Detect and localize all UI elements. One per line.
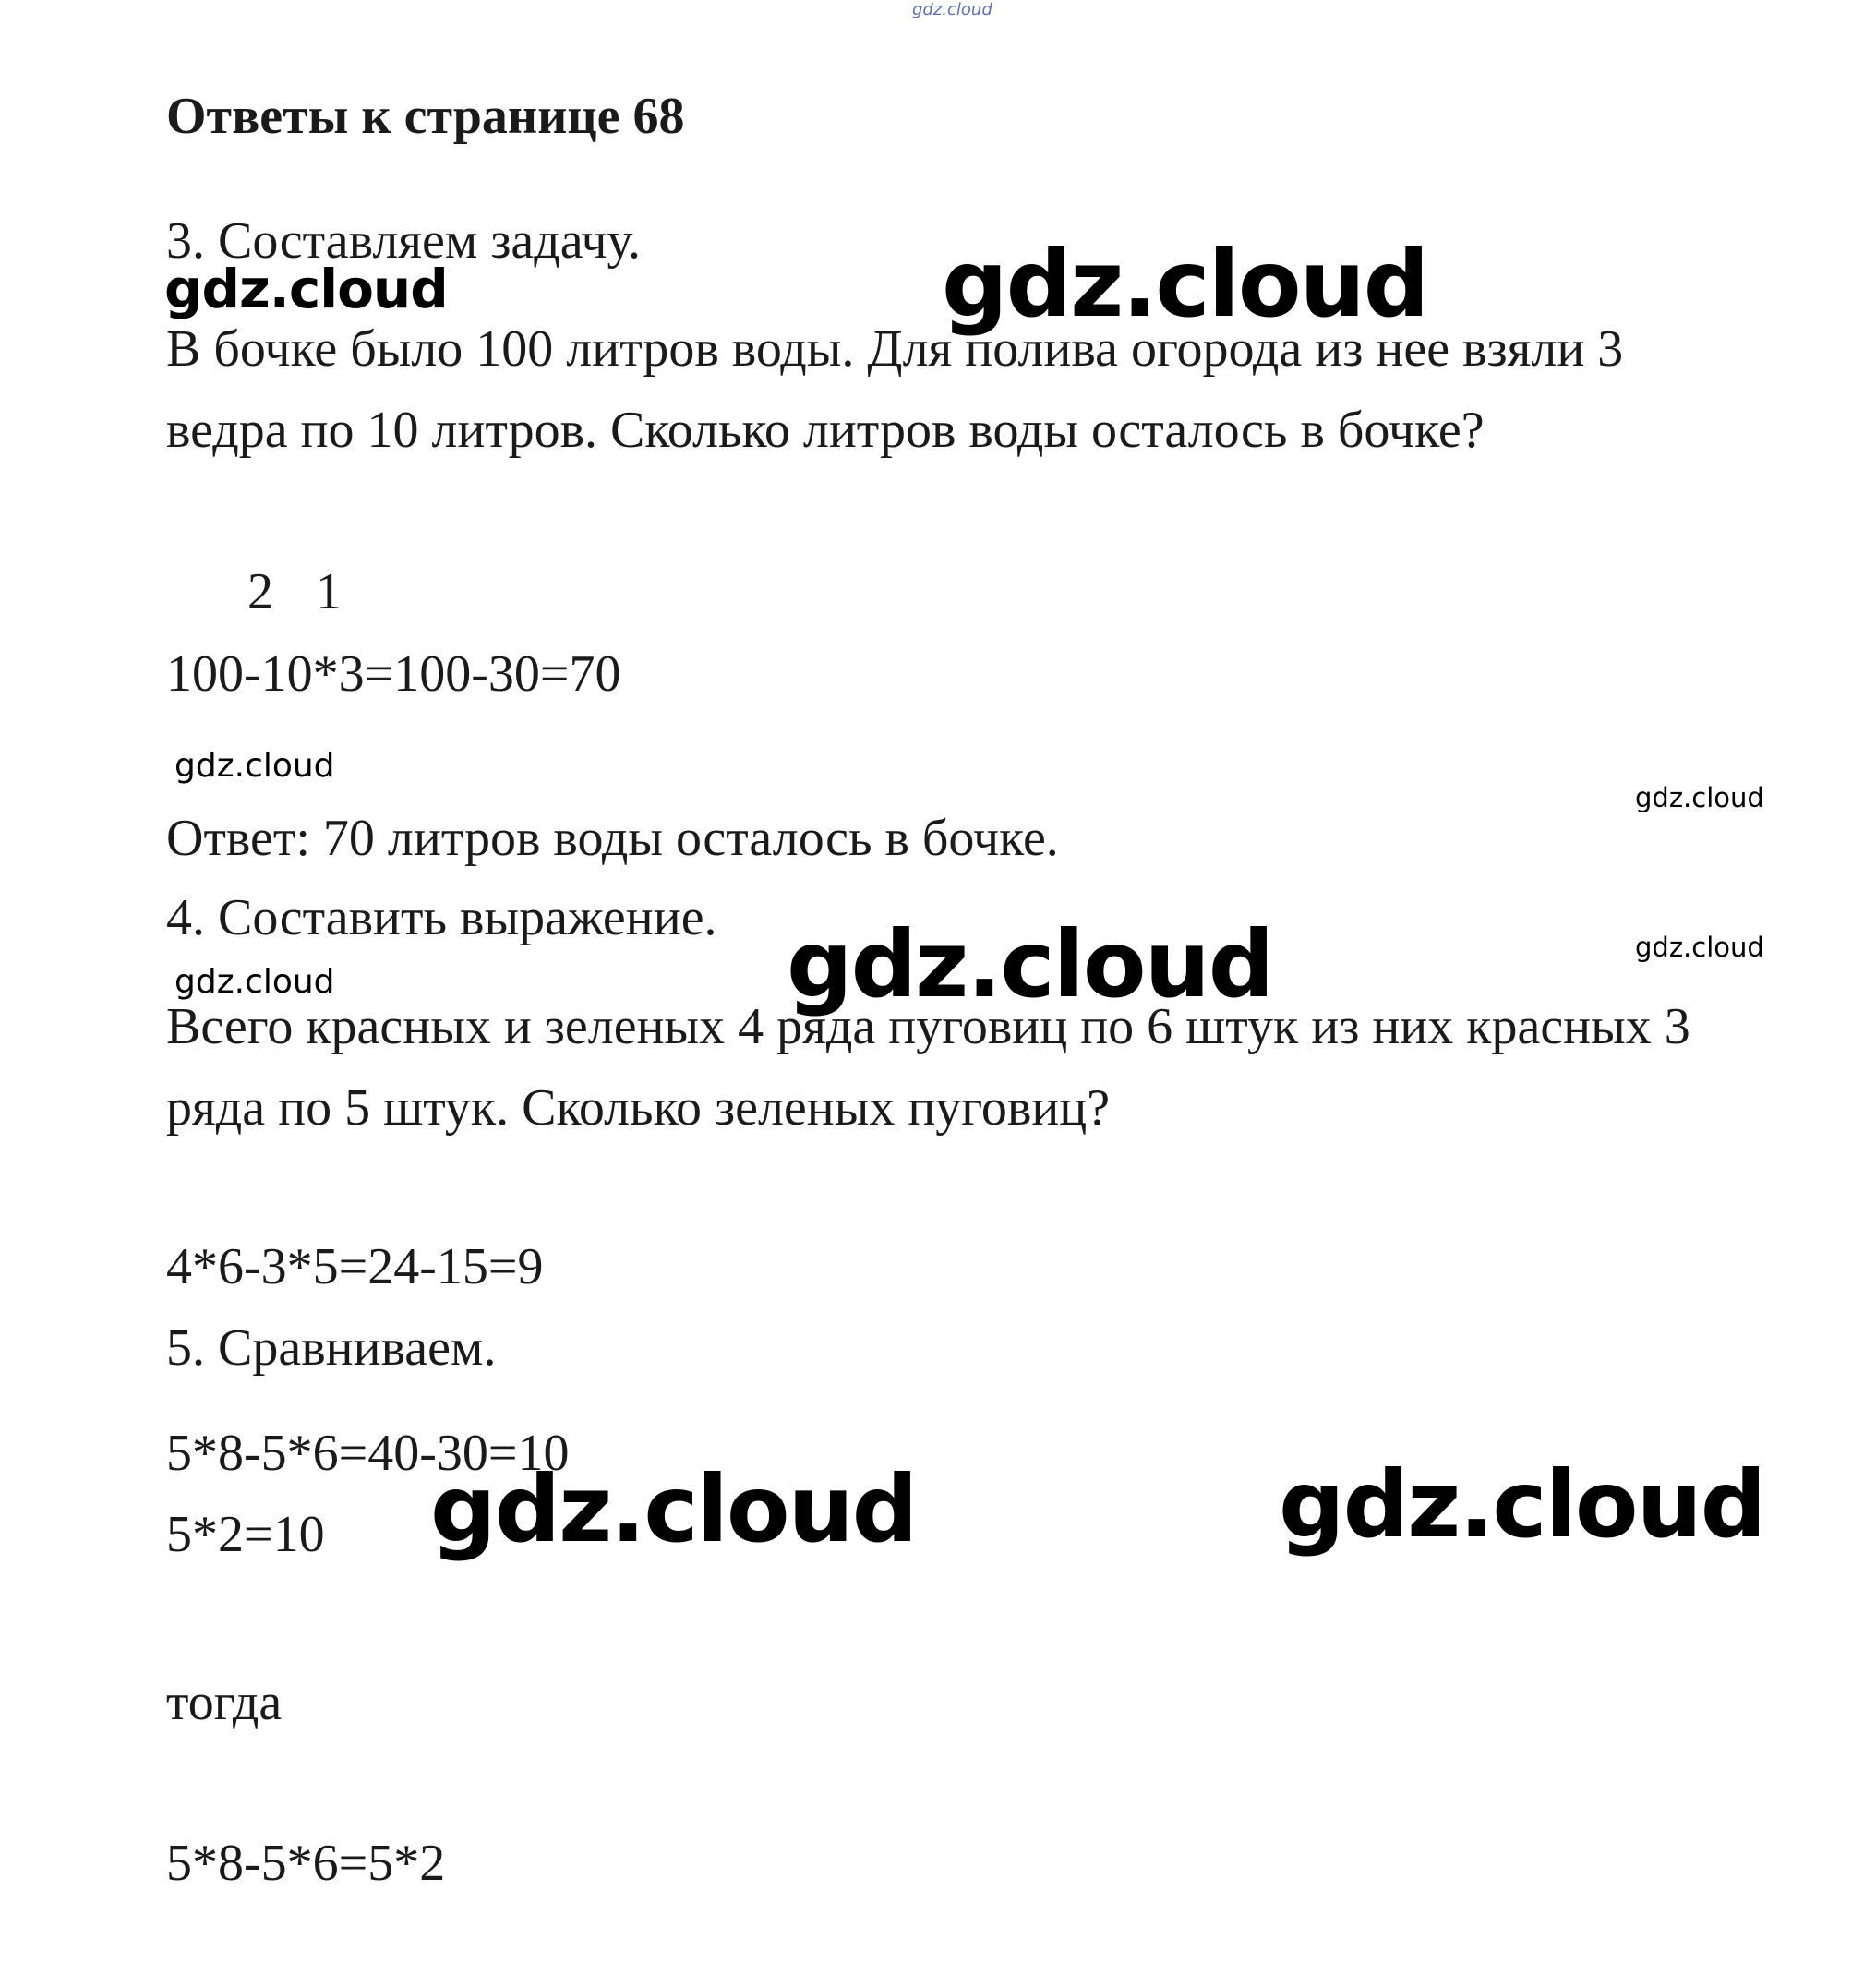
watermark: gdz.cloud: [1635, 782, 1764, 813]
watermark: gdz.cloud: [1279, 1450, 1765, 1559]
watermark: gdz.cloud: [430, 1455, 917, 1563]
task-3-heading: 3. Составляем задачу.: [166, 212, 641, 270]
task-3-expression: 100-10*3=100-30=70: [166, 645, 621, 703]
page-title: Ответы к странице 68: [166, 88, 685, 145]
watermark: gdz.cloud: [164, 258, 448, 320]
watermark: gdz.cloud: [1635, 932, 1764, 963]
watermark: gdz.cloud: [174, 963, 335, 1001]
task-5-expression-1: 5*8-5*6=40-30=10: [166, 1425, 570, 1482]
task-3-answer: Ответ: 70 литров воды осталось в бочке.: [166, 810, 1059, 867]
task-5-heading: 5. Сравниваем.: [166, 1319, 497, 1377]
operation-order-2: 2: [247, 563, 273, 620]
task-5-expression-2: 5*2=10: [166, 1506, 325, 1563]
task-3-text-line-1: В бочке было 100 литров воды. Для полива огорода из нее взяли 3: [166, 320, 1624, 378]
task-3-text-line-2: ведра по 10 литров. Сколько литров воды осталось в бочке?: [166, 402, 1485, 459]
task-4-text-line-1: Всего красных и зеленых 4 ряда пуговиц по 6 штук из них красных 3: [166, 998, 1690, 1055]
watermark: gdz.cloud: [787, 910, 1273, 1018]
operation-order-1: 1: [316, 563, 342, 620]
task-4-expression: 4*6-3*5=24-15=9: [166, 1238, 544, 1295]
task-5-then: тогда: [166, 1674, 283, 1731]
watermark: gdz.cloud: [942, 230, 1428, 338]
watermark: gdz.cloud: [912, 0, 992, 19]
task-4-text-line-2: ряда по 5 штук. Сколько зеленых пуговиц?: [166, 1079, 1111, 1137]
task-5-conclusion: 5*8-5*6=5*2: [166, 1835, 446, 1892]
watermark: gdz.cloud: [174, 747, 335, 785]
task-4-heading: 4. Составить выражение.: [166, 889, 717, 946]
